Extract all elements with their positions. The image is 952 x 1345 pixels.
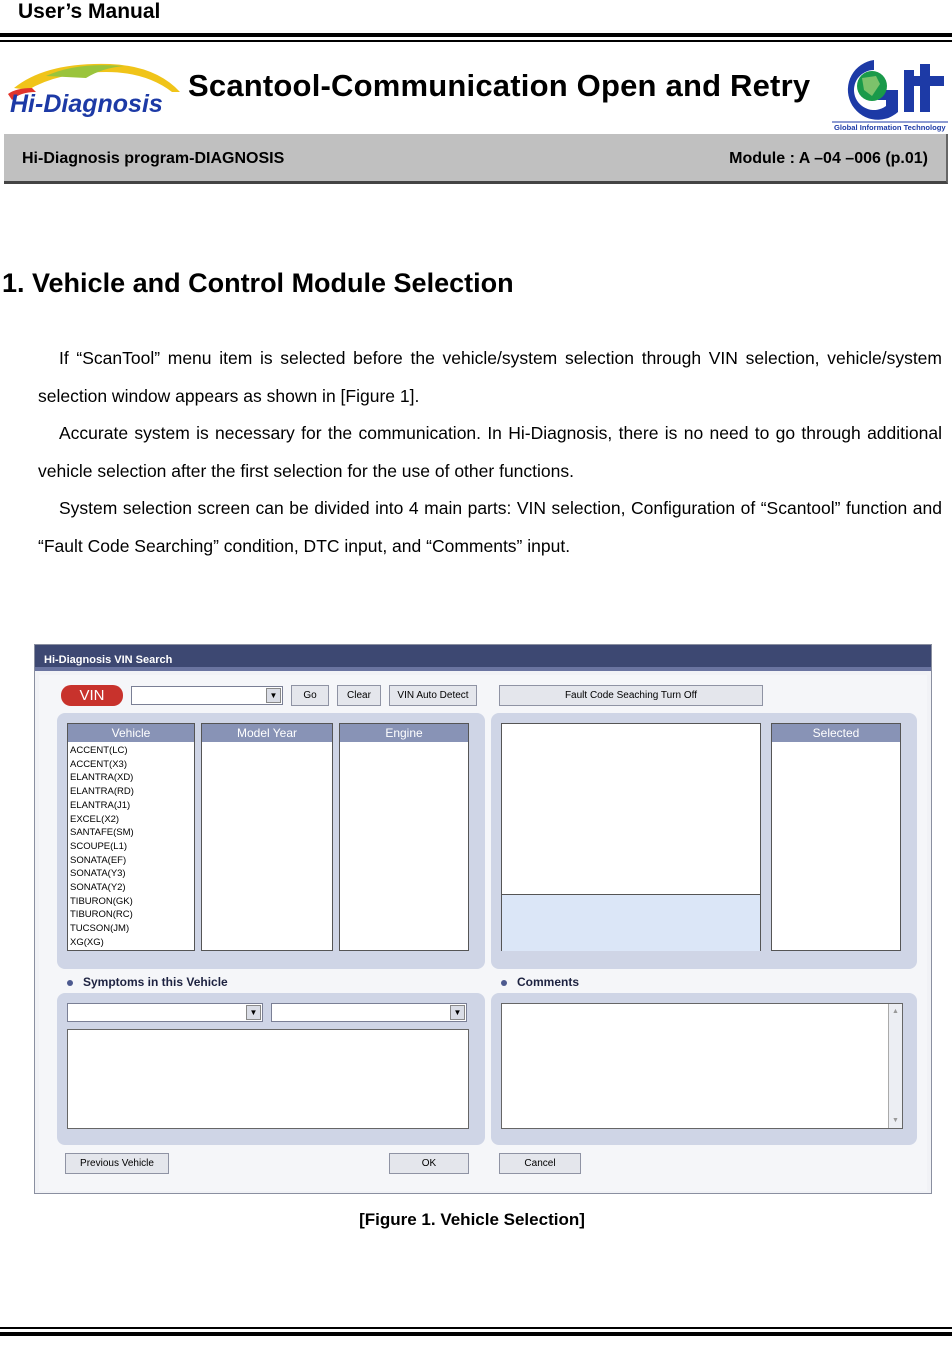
paragraph: If “ScanTool” menu item is selected before the vehicle/system selection through VIN selection, vehicle/system selection window appears as shown in [Figure 1]. [38, 348, 942, 406]
program-name: Hi-Diagnosis program-DIAGNOSIS [22, 150, 285, 167]
list-item[interactable]: SONATA(Y3) [70, 868, 126, 880]
selected-list-panel[interactable] [771, 723, 901, 951]
vin-auto-detect-button[interactable]: VIN Auto Detect [389, 685, 477, 706]
footer-rule [0, 1327, 952, 1336]
chevron-down-icon[interactable]: ▼ [450, 1005, 465, 1020]
module-info-bar [4, 134, 948, 184]
symptoms-text-area[interactable] [67, 1029, 469, 1129]
figure-vin-search-window [34, 644, 932, 1194]
model-year-list-panel[interactable] [201, 723, 333, 951]
column-header-engine: Engine [340, 724, 468, 742]
comments-label: Comments [517, 975, 580, 989]
symptom-combo-2[interactable] [271, 1003, 467, 1022]
body-text [38, 340, 942, 565]
scroll-up-icon[interactable]: ▲ [892, 1008, 899, 1015]
svg-text:Global Information Technology: Global Information Technology [834, 123, 946, 132]
vehicle-list-panel[interactable] [67, 723, 195, 951]
symptoms-group [57, 993, 485, 1145]
hi-diagnosis-logo [6, 58, 184, 120]
list-item[interactable]: XG(XG) [70, 936, 104, 948]
bullet-icon [67, 980, 73, 986]
vin-label: VIN [61, 685, 123, 706]
list-item[interactable]: ACCENT(LC) [70, 745, 128, 756]
comments-group [491, 993, 917, 1145]
list-item[interactable]: SANTAFE(SM) [70, 827, 134, 839]
vehicle-selection-group [57, 713, 485, 969]
bullet-icon [501, 980, 507, 986]
symptom-combo-1[interactable] [67, 1003, 263, 1022]
system-list-panel[interactable] [501, 723, 761, 951]
list-item[interactable]: SONATA(EF) [70, 854, 127, 866]
paragraph: Accurate system is necessary for the communication. In Hi-Diagnosis, there is no need to go through additional vehicle selection after the first selection for the use of other functions. [38, 423, 942, 481]
header-rule [0, 33, 952, 42]
chevron-down-icon[interactable]: ▼ [266, 688, 281, 703]
paragraph: System selection screen can be divided into 4 main parts: VIN selection, Configuration of “Scantool” function and “Fault Code Searching” condition, DTC input, and “Comments” input. [38, 498, 942, 556]
window-title: Hi-Diagnosis VIN Search [35, 645, 931, 671]
comments-text-area[interactable] [501, 1003, 903, 1129]
figure-caption: [Figure 1. Vehicle Selection] [359, 1210, 585, 1229]
symptoms-heading [67, 975, 228, 989]
module-id: Module : A –04 –006 (p.01) [729, 150, 928, 167]
fault-code-searching-button[interactable]: Fault Code Seaching Turn Off [499, 685, 763, 706]
section-heading: 1. Vehicle and Control Module Selection [2, 268, 514, 298]
engine-list-panel[interactable] [339, 723, 469, 951]
manual-label: User’s Manual [18, 0, 161, 23]
clear-button[interactable]: Clear [337, 685, 381, 706]
go-button[interactable]: Go [291, 685, 329, 706]
column-header-model-year: Model Year [202, 724, 332, 742]
previous-vehicle-button[interactable]: Previous Vehicle [65, 1153, 169, 1174]
cancel-button[interactable]: Cancel [499, 1153, 581, 1174]
column-header-vehicle: Vehicle [68, 724, 194, 742]
list-item[interactable]: SCOUPE(L1) [70, 840, 128, 852]
list-item[interactable]: ELANTRA(XD) [70, 772, 134, 784]
system-selection-group [491, 713, 917, 969]
vehicle-list[interactable] [70, 744, 134, 950]
git-logo [832, 54, 948, 132]
list-item[interactable]: TIBURON(GK) [70, 895, 133, 907]
column-header-selected: Selected [772, 724, 900, 742]
list-item[interactable]: SONATA(Y2) [70, 882, 126, 894]
ok-button[interactable]: OK [389, 1153, 469, 1174]
svg-text:Hi-Diagnosis: Hi-Diagnosis [10, 90, 163, 118]
list-item[interactable]: ELANTRA(J1) [70, 799, 131, 811]
page-title: Scantool-Communication Open and Retry [188, 68, 811, 103]
chevron-down-icon[interactable]: ▼ [246, 1005, 261, 1020]
list-item[interactable]: TUCSON(JM) [70, 923, 130, 935]
symptoms-label: Symptoms in this Vehicle [83, 975, 228, 989]
list-item[interactable]: TIBURON(RC) [70, 909, 133, 921]
system-detail-pane [502, 894, 760, 951]
scroll-down-icon[interactable]: ▼ [892, 1117, 899, 1124]
list-item[interactable]: ELANTRA(RD) [70, 786, 134, 798]
comments-heading [501, 975, 579, 989]
list-item[interactable]: EXCEL(X2) [70, 813, 120, 825]
list-item[interactable]: ACCENT(X3) [70, 758, 128, 770]
comments-scrollbar[interactable] [888, 1004, 902, 1128]
vin-combo[interactable] [131, 686, 283, 705]
window-body [39, 675, 927, 1191]
